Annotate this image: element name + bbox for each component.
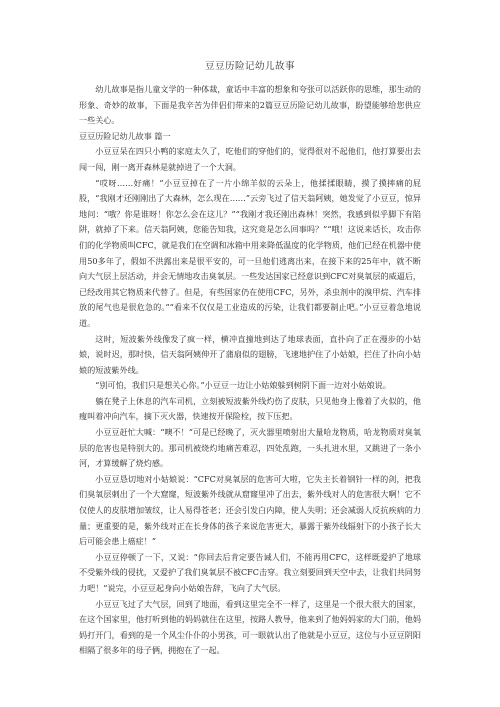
story-paragraph: 小豆豆飞过了大气层，回到了地面，看到这里完全不一样了，这里是一个很大很大的国家，在这个国家里，他打听到他的妈妈就住在这里，按路人教导，他来到了他妈妈家的大门前，他妈妈打开门，看到的是一个风尘仆仆的小男孩，可一眼就认出了他就是小豆豆，这位与小豆豆阴阳相隔了很多年的母子俩，拥抱在了一起。 (79, 598, 421, 656)
story-paragraph: 小豆豆呆在四只小鸭的家庭太久了，吃他们的穿他们的，觉得很对不起他们，他打算要出去闯一闯，刚一离开森林是就掉进了一个大洞。 (79, 146, 421, 172)
document-title: 豆豆历险记幼儿故事 (204, 61, 295, 72)
intro-paragraph: 幼儿故事是指儿童文学的一种体裁，童话中丰富的想象和夸张可以活跃你的思维，那生动的形象、奇妙的故事，下面是我辛苦为伴侣们带来的2篇豆豆历险记幼儿故事，盼望能够给您供应一些关心。 (79, 84, 421, 126)
story-paragraph: “别可怕，我们只是想关心你。”小豆豆一边让小姑娘躲到树阴下面一边对小姑娘说。 (95, 380, 391, 391)
story-paragraph: 躺在凳子上休息的汽车司机，立刻被短波紫外线灼伤了皮肤，只见他身上像着了火似的，他瘦叫着冲向汽车，摘下灭火器，快速按开保险栓，按下压把。 (79, 395, 421, 422)
story-paragraph: 小豆豆赶忙大喊：“噢不！”可是已经晚了，灭火器里喷射出大量哈龙物质，哈龙物质对臭氧层的危害也是特别大的。那司机被烧灼地痛苦难忍，四处乱跑，一头扎进水里，又跳进了一条小河，才算缓解了烧灼感。 (79, 427, 421, 469)
story-paragraph: 小豆豆停顿了一下，又说：“你回去后肯定要告诫人们，不能再用CFC，这样既爱护了地球不受紫外线的侵扰，又爱护了我们臭氧层不被CFC击穿。我立刻要回到天空中去，让我们共同努力吧！”说完，小豆豆起身向小姑娘告辞，飞向了大气层。 (79, 551, 421, 593)
story-paragraph: 小豆豆恳切地对小姑娘说：“CFC对臭氧层的危害可大啦，它失主长着钢针一样的剑，把我们臭氧层刺出了一个大窟窿，短波紫外线就从窟窿里冲了出去，紫外线对人的危害很大啊！它不仅使人的皮肤增加皱纹，让人易得苍老；还会引发白内障，使人失明；还会减弱人反抗疾病的力量；更重要的是，紫外线对正在长身体的孩子来说危害更大，暴露于紫外线辐射下的小孩子长大后可能会患上癌症！” (79, 473, 421, 547)
story-paragraph: 这时，短波紫外线像发了疯一样，横冲直撞地到达了地球表面，直扑向了正在漫步的小姑娘，说时迟，那时快，信天翁阿姨伸开了蒲扇似的翅膀，飞速地护住了小姑娘，拦住了扑向小姑娘的短波紫外线。 (79, 333, 421, 375)
document-page (79, 60, 421, 659)
story-paragraph: “哎呀……好痛！”小豆豆掉在了一片小绵羊似的云朵上，他揉揉眼睛，摸了摸摔痛的屁股，“我刚才还刚刚出了大森林，怎么现在……”云旁飞过了信天翁阿姨，她发觉了小豆豆，惊异地问：“哦？你是谁呀！你怎么会在这儿？”“我刚才我还刚出森林！突然，我感到似乎脚下有陷阱，就掉了下来。信天翁阿姨，您能告知我，这究竟是怎么回事吗？”“哦！这说来话长，攻击你们的化学物质叫CFC，就是我们在空调和冰箱中用来降低温度的化学物质，他们已经在机器中使用50多年了，假如不洪露出来是很平安的，可一旦他们逃离出来，在接下来的25年中，就不断向大气层上层活动，并会无情地攻击臭氧层。一些发达国家已经意识到CFC对臭氧层的威逼后，已经改用其它物质来代替了。但是，有些国家仍在使用CFC，另外，杀虫剂中的溴甲烷、汽车排放的尾气也是很危急的。”“看来不仅仅是工业造成的污染，让我们都要制止吧。”小豆豆着急地说道。 (79, 177, 421, 328)
section-heading: 豆豆历险记幼儿故事 篇一 (79, 130, 171, 141)
